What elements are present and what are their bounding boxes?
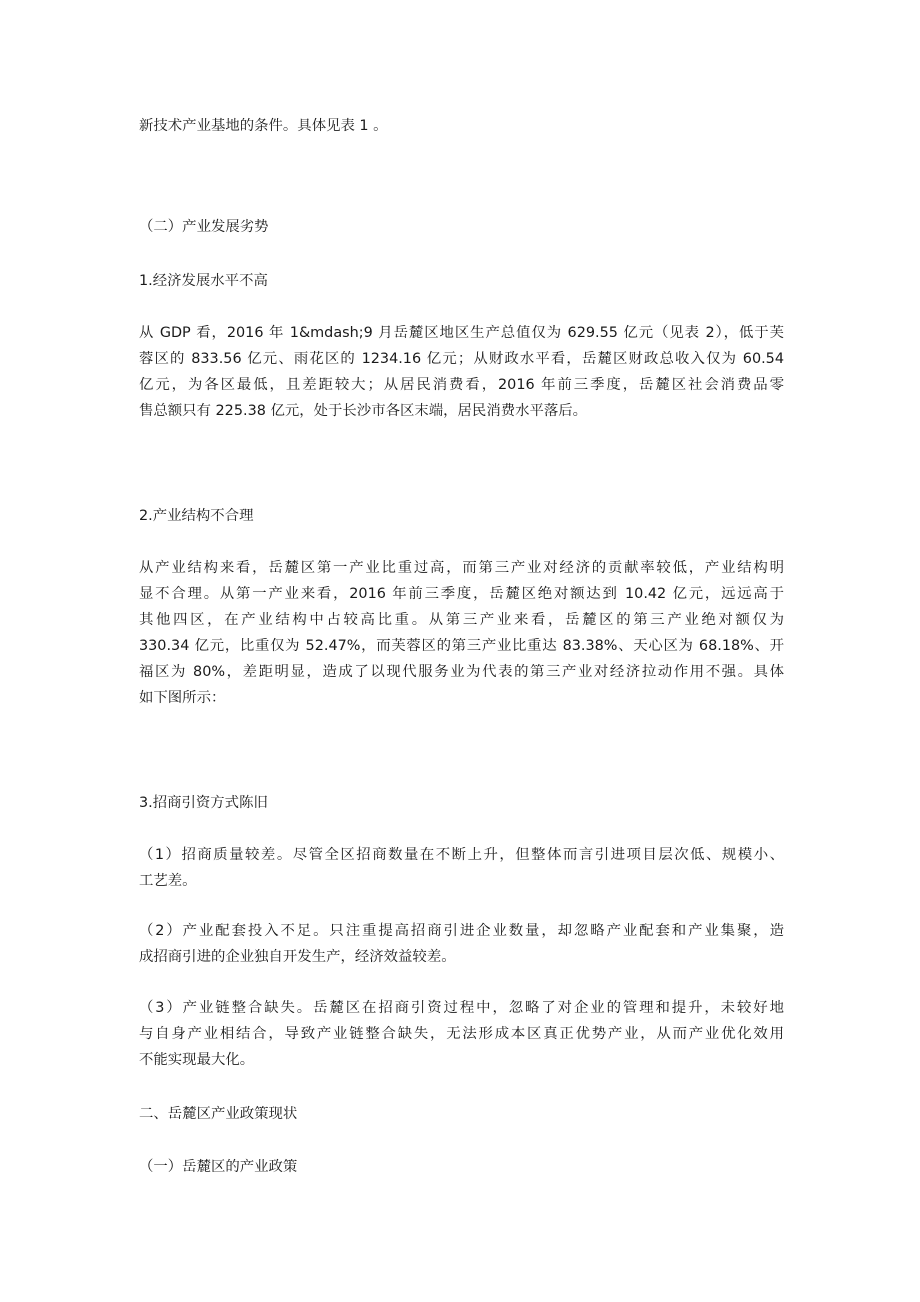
- text-line: 1.经济发展水平不高: [139, 273, 268, 289]
- text-line: 与自身产业相结合，导致产业链整合缺失，无法形成本区真正优势产业，从而产业优化效用: [139, 1026, 784, 1042]
- paragraph-investment-quality: [139, 842, 784, 894]
- text-line: 从产业结构来看，岳麓区第一产业比重过高，而第三产业对经济的贡献率较低，产业结构明: [139, 560, 784, 576]
- text-line: 显不合理。从第一产业来看，2016 年前三季度，岳麓区绝对额达到 10.42 亿元，远远高于: [139, 586, 784, 602]
- text-line: 成招商引进的企业独自开发生产，经济效益较差。: [139, 949, 456, 965]
- continuation-paragraph: [139, 113, 784, 139]
- heading-economic-level: [139, 268, 784, 294]
- text-line: 售总额只有 225.38 亿元，处于长沙市各区末端，居民消费水平落后。: [139, 403, 588, 419]
- subheading-industry-policy: [139, 1154, 784, 1180]
- text-line: 亿元，为各区最低，且差距较大；从居民消费看，2016 年前三季度，岳麓区社会消费品零: [139, 377, 784, 393]
- text-line: 330.34 亿元，比重仅为 52.47%，而芙蓉区的第三产业比重达 83.38%、天心区为 68.18%、开: [139, 638, 784, 654]
- text-line: （3）产业链整合缺失。岳麓区在招商引资过程中，忽略了对企业的管理和提升，未较好地: [139, 1000, 784, 1016]
- text-line: 2.产业结构不合理: [139, 508, 254, 524]
- text-line: （2）产业配套投入不足。只注重提高招商引进企业数量，却忽略产业配套和产业集聚，造: [139, 923, 784, 939]
- paragraph-supporting-investment: [139, 918, 784, 970]
- text-line: （1）招商质量较差。尽管全区招商数量在不断上升，但整体而言引进项目层次低、规模小、: [139, 847, 784, 863]
- text-line: 新技术产业基地的条件。具体见表 1 。: [139, 118, 388, 134]
- text-line: 蓉区的 833.56 亿元、雨花区的 1234.16 亿元；从财政水平看，岳麓区财政总收入仅为 60.54: [139, 351, 784, 367]
- text-line: 工艺差。: [139, 873, 197, 889]
- text-line: （一）岳麓区的产业政策: [139, 1159, 298, 1175]
- text-line: 如下图所示：: [139, 690, 226, 706]
- text-line: 不能实现最大化。: [139, 1052, 255, 1068]
- text-line: 福区为 80%，差距明显，造成了以现代服务业为代表的第三产业对经济拉动作用不强。具体: [139, 664, 784, 680]
- text-line: （二）产业发展劣势: [139, 219, 269, 235]
- paragraph-economic-level: [139, 320, 784, 424]
- text-line: 3.招商引资方式陈旧: [139, 795, 268, 811]
- heading-investment-methods: [139, 790, 784, 816]
- text-line: 二、岳麓区产业政策现状: [139, 1106, 298, 1122]
- text-line: 从 GDP 看，2016 年 1&mdash;9 月岳麓区地区生产总值仅为 629.55 亿元（见表 2），低于芙: [139, 325, 784, 341]
- subheading-industry-disadvantages: [139, 214, 784, 240]
- heading-industry-structure: [139, 503, 784, 529]
- paragraph-industry-structure: [139, 555, 784, 711]
- paragraph-industry-chain: [139, 995, 784, 1073]
- heading-policy-status: [139, 1101, 784, 1127]
- text-line: 其他四区，在产业结构中占较高比重。从第三产业来看，岳麓区的第三产业绝对额仅为: [139, 612, 784, 628]
